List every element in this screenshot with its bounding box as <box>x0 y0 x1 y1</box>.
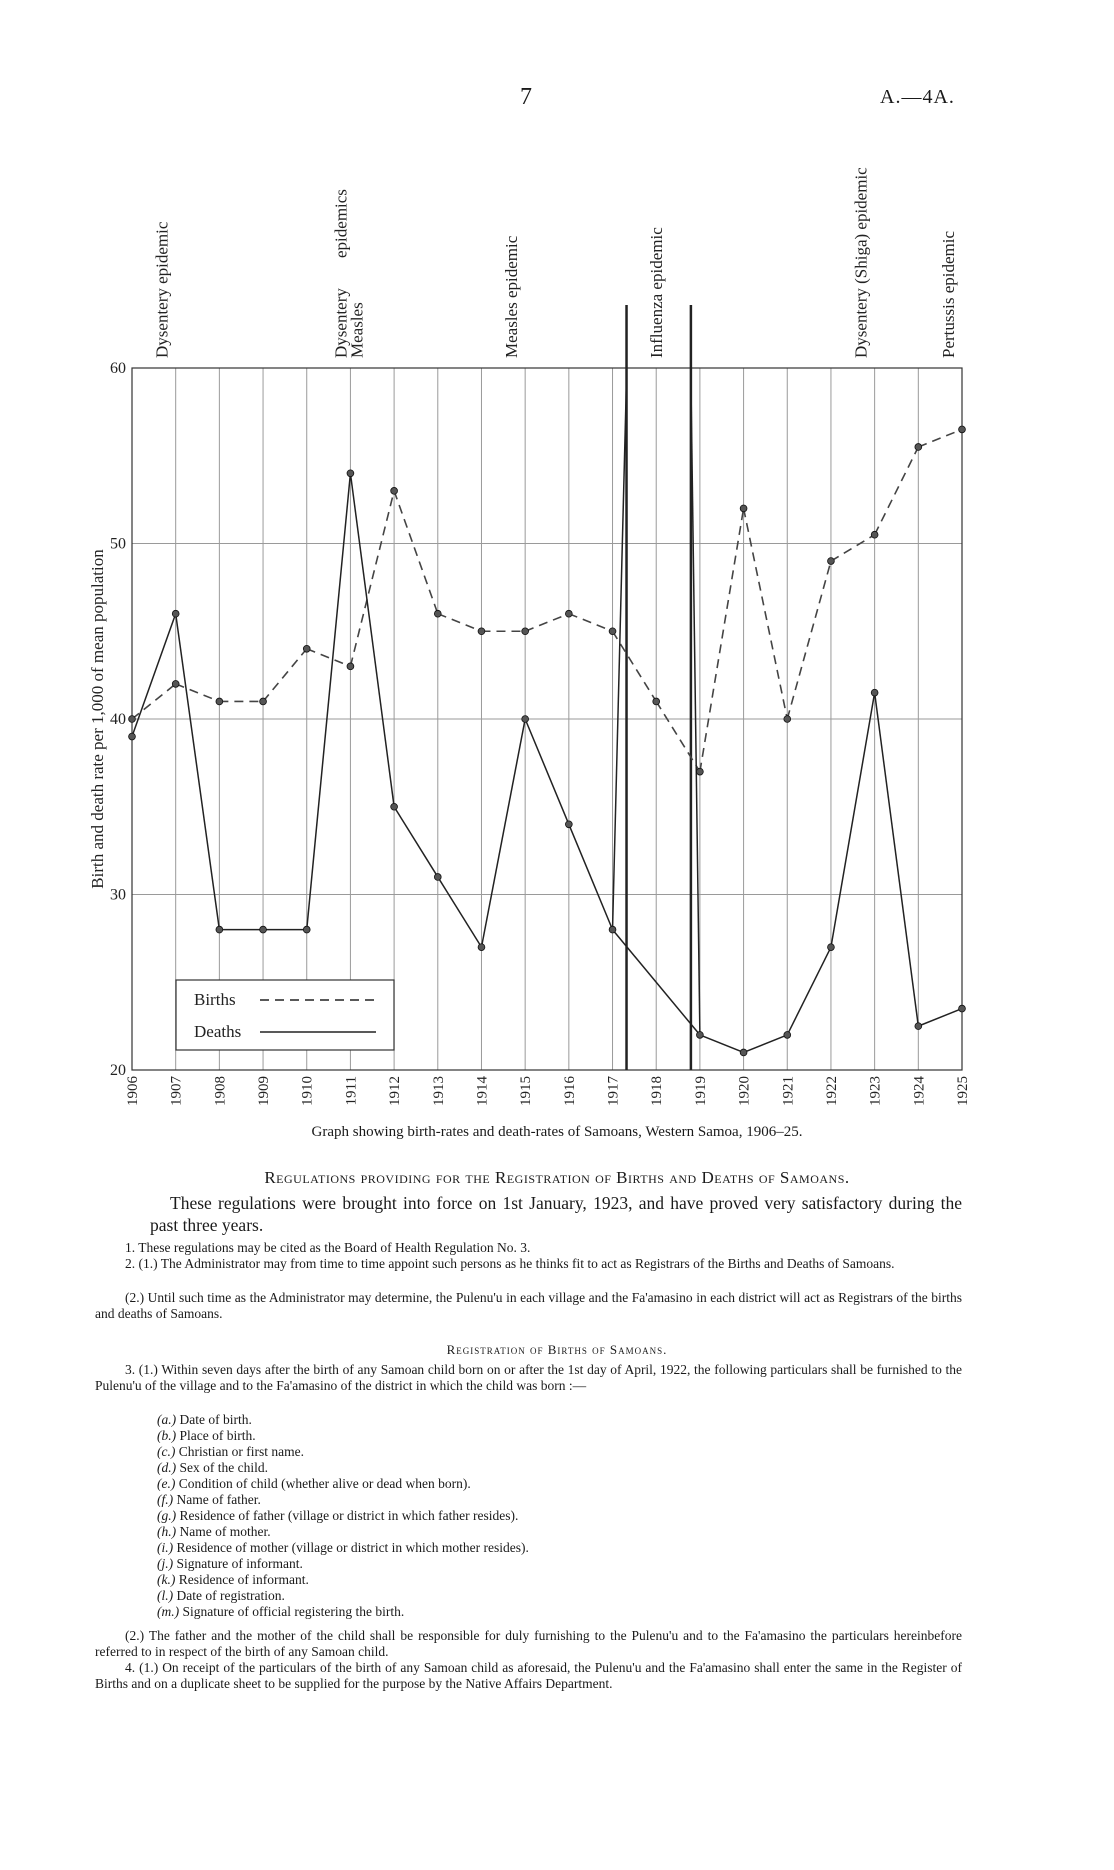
births-point <box>784 716 791 723</box>
births-line-segment <box>525 614 569 632</box>
x-tick-label: 1920 <box>736 1076 753 1106</box>
deaths-point <box>784 1032 791 1039</box>
births-line-segment <box>656 701 700 771</box>
x-tick-label: 1910 <box>299 1076 316 1106</box>
births-line-segment <box>787 561 831 719</box>
births-point <box>216 698 223 705</box>
registration-subheading: Registration of Births of Samoans. <box>446 1342 668 1357</box>
x-tick-label: 1923 <box>867 1076 884 1106</box>
list-item: (h.) Name of mother. <box>157 1524 271 1539</box>
deaths-point <box>522 716 529 723</box>
regulation-paragraph-3: 3. (1.) Within seven days after the birth of any Samoan child born on or after the 1st day of April, 1922, the following particulars shall be furnished to the Pulenu'u of the village and to the Fa'amasino of the district in which the child was born :— <box>95 1362 962 1393</box>
births-point <box>172 681 179 688</box>
y-tick-label: 60 <box>110 360 126 377</box>
x-tick-label: 1908 <box>212 1076 229 1106</box>
deaths-point <box>347 470 354 477</box>
births-point <box>696 768 703 775</box>
deaths-point <box>216 926 223 933</box>
births-point <box>959 426 966 433</box>
deaths-point <box>959 1005 966 1012</box>
list-item: (d.) Sex of the child. <box>157 1460 268 1475</box>
x-tick-label: 1914 <box>474 1076 491 1106</box>
epidemic-annotation: Dysentery <box>331 288 351 358</box>
x-tick-label: 1921 <box>780 1076 797 1106</box>
intro-paragraph: These regulations were brought into force on 1st January, 1923, and have proved very satisfactory during the past three years. <box>150 1193 962 1235</box>
births-line-segment <box>875 447 919 535</box>
births-line-segment <box>176 684 220 702</box>
deaths-line-segment <box>307 473 351 929</box>
page-number: 7 <box>520 84 532 110</box>
list-item: (b.) Place of birth. <box>157 1428 256 1443</box>
x-tick-label: 1925 <box>955 1076 971 1106</box>
x-tick-label: 1922 <box>823 1076 840 1106</box>
deaths-point <box>915 1023 922 1030</box>
list-item: (m.) Signature of official registering the birth. <box>157 1604 405 1619</box>
births-point <box>740 505 747 512</box>
births-point <box>828 558 835 565</box>
deaths-line-segment <box>394 807 438 877</box>
regulation-paragraph-2-2: (2.) Until such time as the Administrator may determine, the Pulenu'u in each village and the Fa'amasino in each district will act as Registrars of the births and deaths of Samoans. <box>95 1290 962 1321</box>
births-line-segment <box>263 649 307 702</box>
list-item: (i.) Residence of mother (village or district in which mother resides). <box>157 1540 529 1555</box>
list-item: (k.) Residence of informant. <box>157 1572 309 1587</box>
births-point <box>522 628 529 635</box>
x-tick-label: 1906 <box>125 1076 141 1106</box>
regulation-paragraph-2: 2. (1.) The Administrator may from time to time appoint such persons as he thinks fit to act as Registrars of the Births and Deaths of Samoans. <box>125 1256 895 1271</box>
epidemic-annotation: Dysentery (Shiga) epidemic <box>851 167 871 358</box>
list-item: (a.) Date of birth. <box>157 1412 252 1427</box>
x-tick-label: 1907 <box>168 1076 185 1106</box>
births-line-segment <box>918 429 962 447</box>
list-item: (f.) Name of father. <box>157 1492 261 1507</box>
document-reference: A.—4A. <box>880 86 955 108</box>
regulation-paragraph-3-2: (2.) The father and the mother of the child shall be responsible for duly furnishing to the Pulenu'u and to the Fa'amasino the particulars hereinbefore referred to in respect of the birth of any Samoan child. <box>95 1628 962 1659</box>
deaths-line-segment <box>744 1035 788 1053</box>
births-point <box>478 628 485 635</box>
deaths-line-segment <box>700 1035 744 1053</box>
epidemic-annotation: Influenza epidemic <box>647 227 667 358</box>
x-tick-label: 1915 <box>518 1076 535 1106</box>
births-line-segment <box>831 535 875 561</box>
deaths-line-segment <box>613 378 627 930</box>
births-point <box>871 531 878 538</box>
deaths-point <box>871 689 878 696</box>
x-tick-label: 1916 <box>561 1076 578 1106</box>
deaths-point <box>303 926 310 933</box>
births-point <box>434 610 441 617</box>
particulars-list <box>157 1412 529 1620</box>
x-tick-label: 1924 <box>911 1076 928 1106</box>
births-line-segment <box>132 684 176 719</box>
births-point <box>565 610 572 617</box>
regulation-paragraph-4: 4. (1.) On receipt of the particulars of the birth of any Samoan child as aforesaid, the Pulenu'u and the Fa'amasino shall enter the same in the Register of Births and on a duplicate sheet to be supplied for the purpose by the Native Affairs Department. <box>95 1660 962 1691</box>
deaths-point <box>434 874 441 881</box>
x-tick-label: 1918 <box>649 1076 666 1106</box>
births-line-segment <box>307 649 351 667</box>
y-tick-label: 40 <box>110 711 126 728</box>
regulation-paragraph-1: 1. These regulations may be cited as the Board of Health Regulation No. 3. <box>125 1240 531 1255</box>
deaths-point <box>828 944 835 951</box>
deaths-line-segment <box>350 473 394 806</box>
legend-label: Births <box>194 990 236 1009</box>
list-item: (e.) Condition of child (whether alive or dead when born). <box>157 1476 471 1491</box>
births-line-segment <box>438 614 482 632</box>
deaths-point <box>609 926 616 933</box>
list-item: (l.) Date of registration. <box>157 1588 285 1603</box>
births-point <box>129 716 136 723</box>
births-line-segment <box>569 614 613 632</box>
deaths-point <box>391 803 398 810</box>
deaths-point <box>478 944 485 951</box>
deaths-line-segment <box>875 693 919 1026</box>
births-point <box>609 628 616 635</box>
x-tick-label: 1909 <box>256 1076 273 1106</box>
list-item: (j.) Signature of informant. <box>157 1556 303 1571</box>
deaths-point <box>172 610 179 617</box>
births-point <box>391 487 398 494</box>
births-line-segment <box>700 508 744 771</box>
deaths-point <box>740 1049 747 1056</box>
x-tick-label: 1913 <box>430 1076 447 1106</box>
deaths-line-segment <box>132 614 176 737</box>
epidemic-annotation: Dysentery epidemic <box>152 221 172 358</box>
x-tick-label: 1911 <box>343 1076 360 1106</box>
deaths-point <box>260 926 267 933</box>
list-item: (c.) Christian or first name. <box>157 1444 304 1459</box>
deaths-line-segment <box>438 877 482 947</box>
deaths-line-segment <box>176 614 220 930</box>
regulations-heading: Regulations providing for the Registration of Births and Deaths of Samoans. <box>264 1168 850 1187</box>
x-tick-label: 1912 <box>387 1076 404 1106</box>
list-item: (g.) Residence of father (village or district in which father resides). <box>157 1508 519 1523</box>
deaths-line-segment <box>918 1009 962 1027</box>
births-line-segment <box>744 508 788 719</box>
deaths-line-segment <box>691 378 700 1035</box>
epidemic-annotation: epidemics <box>331 189 351 258</box>
births-line-segment <box>394 491 438 614</box>
legend-label: Deaths <box>194 1022 242 1041</box>
births-point <box>653 698 660 705</box>
deaths-line-segment <box>481 719 525 947</box>
deaths-line-segment <box>831 693 875 947</box>
x-tick-label: 1917 <box>605 1076 622 1106</box>
deaths-point <box>129 733 136 740</box>
y-tick-label: 30 <box>110 886 126 904</box>
y-axis-title: Birth and death rate per 1,000 of mean population <box>88 549 107 889</box>
x-tick-label: 1919 <box>692 1076 709 1106</box>
births-point <box>347 663 354 670</box>
deaths-line-segment <box>569 824 613 929</box>
deaths-line-segment <box>787 947 831 1035</box>
epidemic-annotation: Pertussis epidemic <box>939 230 958 358</box>
births-point <box>915 444 922 451</box>
births-point <box>260 698 267 705</box>
deaths-point <box>565 821 572 828</box>
births-point <box>303 645 310 652</box>
y-tick-label: 20 <box>110 1062 126 1079</box>
epidemic-annotation: Measles epidemic <box>502 235 522 358</box>
y-tick-label: 50 <box>110 535 126 553</box>
deaths-line-segment <box>525 719 569 824</box>
epidemic-annotation: Measles <box>347 302 367 358</box>
chart-caption: Graph showing birth-rates and death-rates of Samoans, Western Samoa, 1906–25. <box>311 1124 803 1140</box>
deaths-point <box>696 1032 703 1039</box>
